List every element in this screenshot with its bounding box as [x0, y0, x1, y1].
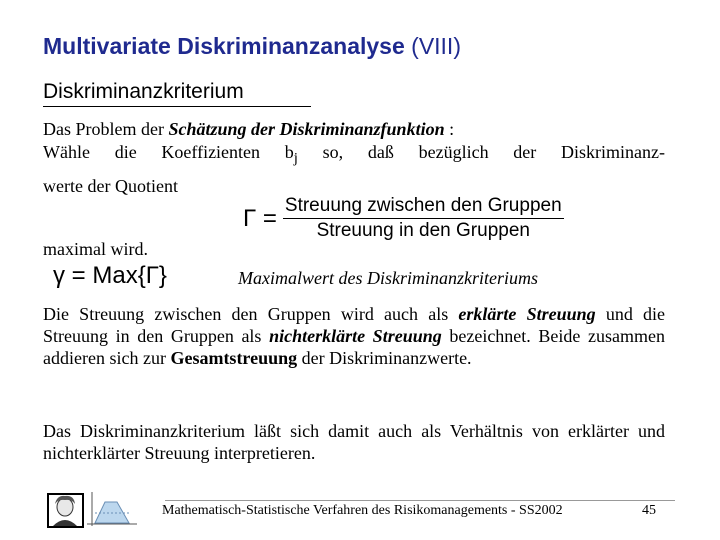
intro-line-1 [43, 118, 454, 140]
portrait-face [57, 498, 73, 516]
formula-denominator: Streuung in den Gruppen [316, 220, 530, 241]
page-number: 45 [642, 503, 656, 518]
paragraph-interpretation: Das Diskriminanzkriterium läßt sich damit auch als Verhältnis von erklärter und nichterklärter Streuung interpretieren. [43, 421, 665, 463]
max-formula: γ = Max{Γ} [53, 262, 167, 289]
formula-numerator: Streuung zwischen den Gruppen [283, 195, 564, 219]
intro-text: Wähle die Koeffizienten b [43, 142, 294, 162]
section-subtitle: Diskriminanzkriterium [43, 80, 244, 103]
title-paren: (VIII) [411, 33, 461, 59]
formula-lhs: Γ = [243, 204, 277, 232]
intro-text: Das Problem der [43, 119, 169, 139]
formula-fraction [283, 195, 564, 242]
footer-logo [47, 490, 163, 530]
slide-title [43, 33, 461, 60]
subtitle-underline [43, 106, 311, 107]
title-main: Multivariate Diskriminanzanalyse [43, 33, 405, 59]
term-total: Gesamtstreuung [170, 348, 298, 368]
intro-emphasis: Schätzung der Diskriminanzfunktion [168, 119, 445, 139]
footer-text: Mathematisch-Statistische Verfahren des Risikomanagements - SS2002 [162, 503, 563, 518]
term-explained: erklärte Streuung [458, 304, 596, 324]
maximal-text: maximal wird. [43, 239, 148, 259]
para-text: bezeichnet. Beide zusammen addieren sich zur [43, 326, 665, 368]
max-caption: Maximalwert des Diskriminanzkriteriums [238, 268, 538, 288]
intro-line-2 [43, 141, 665, 170]
intro-text: so, daß bezüglich der Diskriminanz- [297, 142, 665, 162]
para-text: Die Streuung zwischen den Gruppen wird auch als [43, 304, 459, 324]
term-unexplained: nichterklärte Streuung [269, 326, 442, 346]
para-text: der Diskriminanzwerte. [297, 348, 472, 368]
discriminant-criterion-formula [243, 195, 564, 242]
intro-colon: : [444, 119, 455, 139]
footer-divider [165, 500, 675, 501]
paragraph-explained-variance [43, 303, 665, 369]
index-subscript: j [293, 150, 298, 167]
intro-line-3: werte der Quotient [43, 176, 178, 196]
para-text: und die Streuung in den Gruppen als [43, 304, 665, 346]
